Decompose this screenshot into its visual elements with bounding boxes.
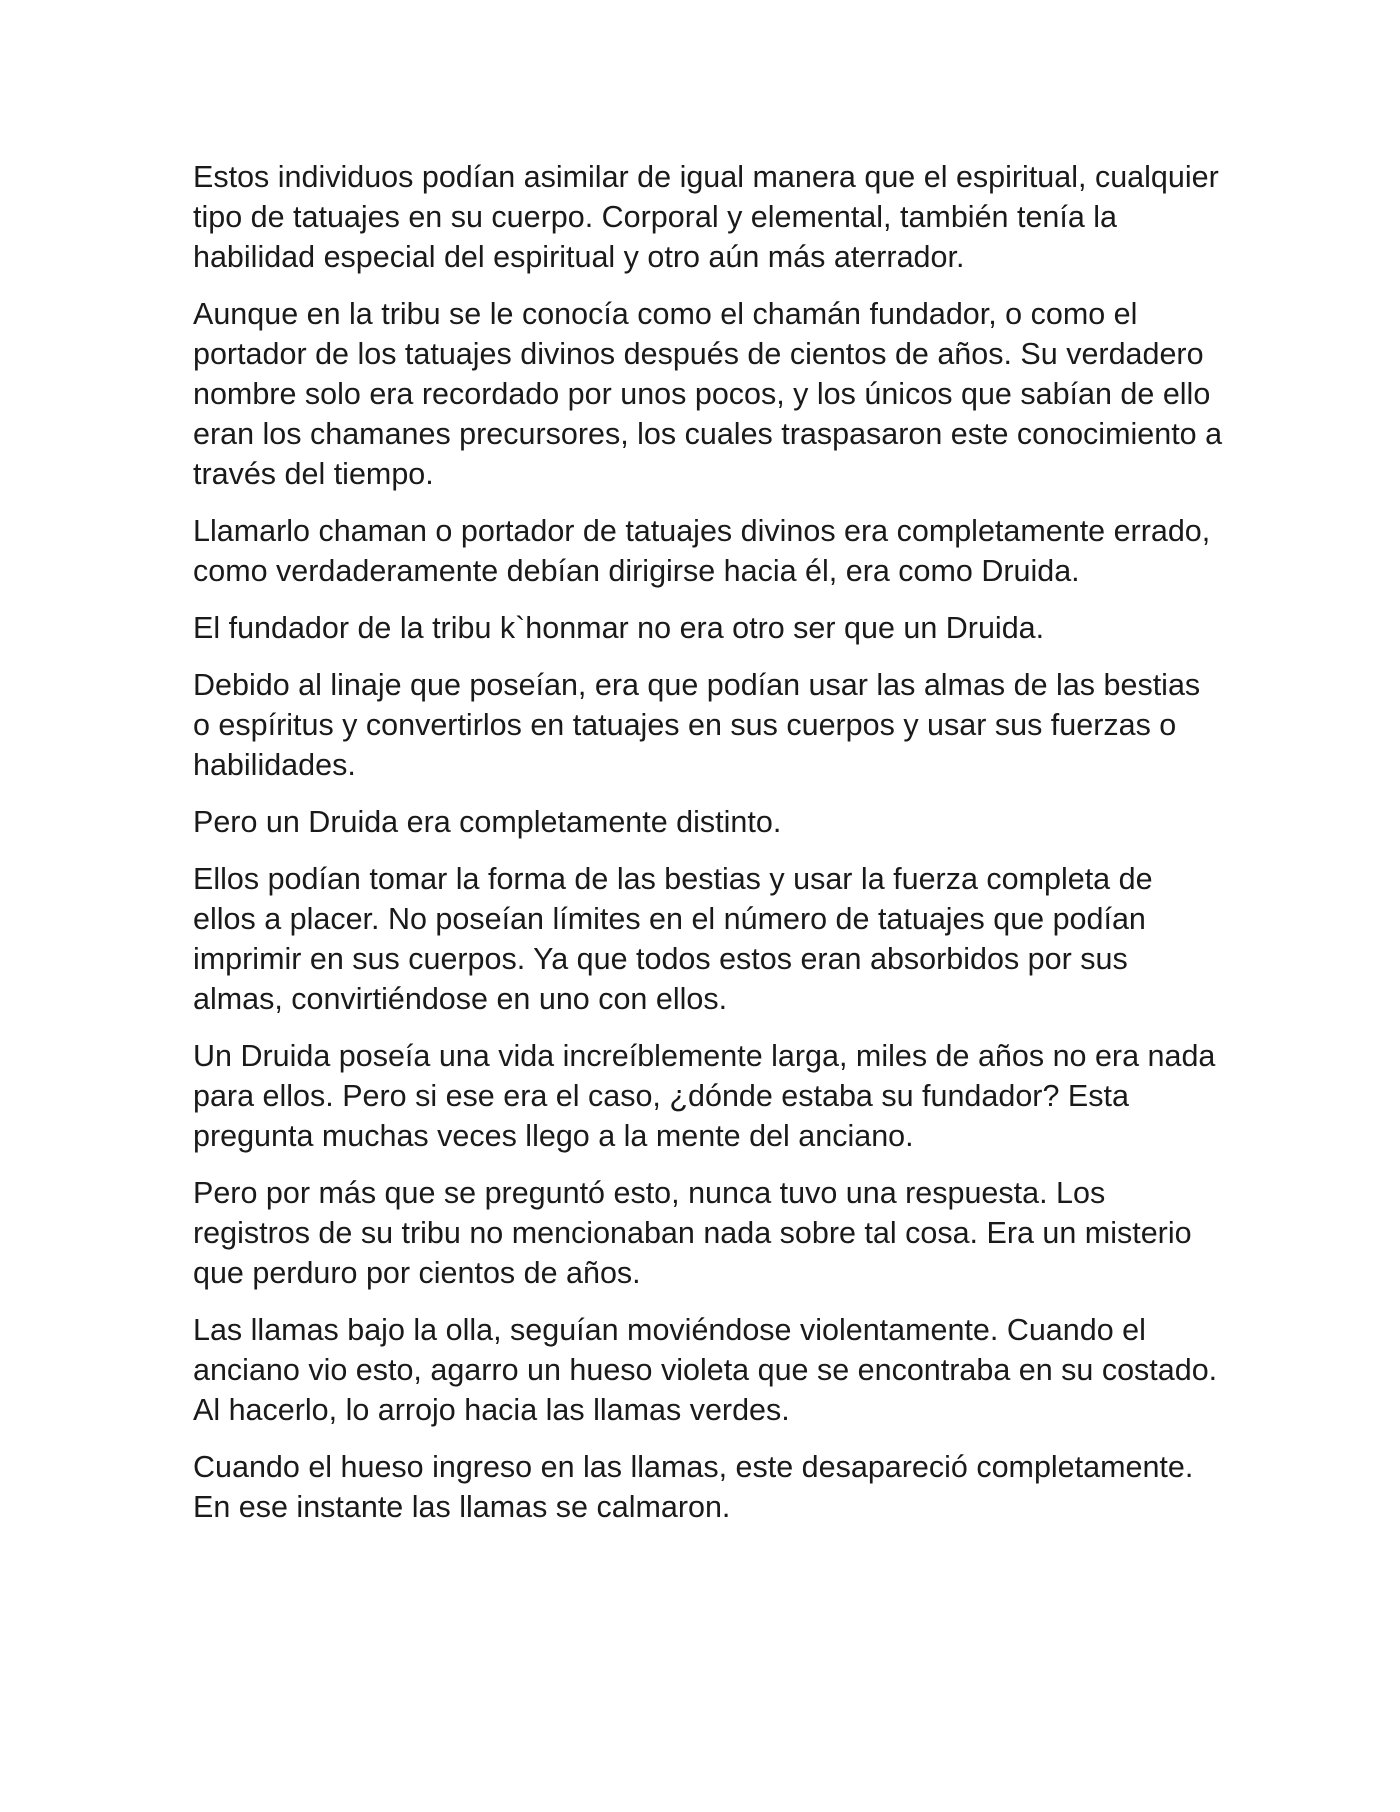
paragraph-11: Cuando el hueso ingreso en las llamas, este desapareció completamente. En ese instante las llamas se calmaron. <box>193 1450 1194 1524</box>
paragraph-2: Aunque en la tribu se le conocía como el chamán fundador, o como el portador de los tatuajes divinos después de cientos de años. Su verdadero nombre solo era recordado por unos pocos, y los únicos que sabían de ello eran los chamanes precursores, los cuales traspasaron este conocimiento a través del tiempo. <box>193 297 1223 491</box>
paragraph-4: El fundador de la tribu k`honmar no era otro ser que un Druida. <box>193 611 1045 645</box>
paragraph-8: Un Druida poseía una vida increíblemente larga, miles de años no era nada para ellos. Pero si ese era el caso, ¿dónde estaba su fundador? Esta pregunta muchas veces llego a la mente del anciano. <box>193 1039 1216 1153</box>
paragraph-6: Pero un Druida era completamente distinto. <box>193 805 782 839</box>
paragraph-9: Pero por más que se preguntó esto, nunca tuvo una respuesta. Los registros de su tribu no mencionaban nada sobre tal cosa. Era un misterio que perduro por cientos de años. <box>193 1176 1192 1290</box>
paragraph-7: Ellos podían tomar la forma de las bestias y usar la fuerza completa de ellos a placer. No poseían límites en el número de tatuajes que podían imprimir en sus cuerpos. Ya que todos estos eran absorbidos por sus almas, convirtiéndose en uno con ellos. <box>193 862 1153 1016</box>
paragraph-5: Debido al linaje que poseían, era que podían usar las almas de las bestias o espíritus y convertirlos en tatuajes en sus cuerpos y usar sus fuerzas o habilidades. <box>193 668 1201 782</box>
paragraph-1: Estos individuos podían asimilar de igual manera que el espiritual, cualquier tipo de tatuajes en su cuerpo. Corporal y elemental, también tenía la habilidad especial del espiritual y otro aún más aterrador. <box>193 160 1219 274</box>
paragraph-10: Las llamas bajo la olla, seguían moviéndose violentamente. Cuando el anciano vio esto, agarro un hueso violeta que se encontraba en su costado. Al hacerlo, lo arrojo hacia las llamas verdes. <box>193 1313 1218 1427</box>
paragraph-3: Llamarlo chaman o portador de tatuajes divinos era completamente errado, como verdaderamente debían dirigirse hacia él, era como Druida. <box>193 514 1211 588</box>
document-body <box>193 157 1223 1544</box>
